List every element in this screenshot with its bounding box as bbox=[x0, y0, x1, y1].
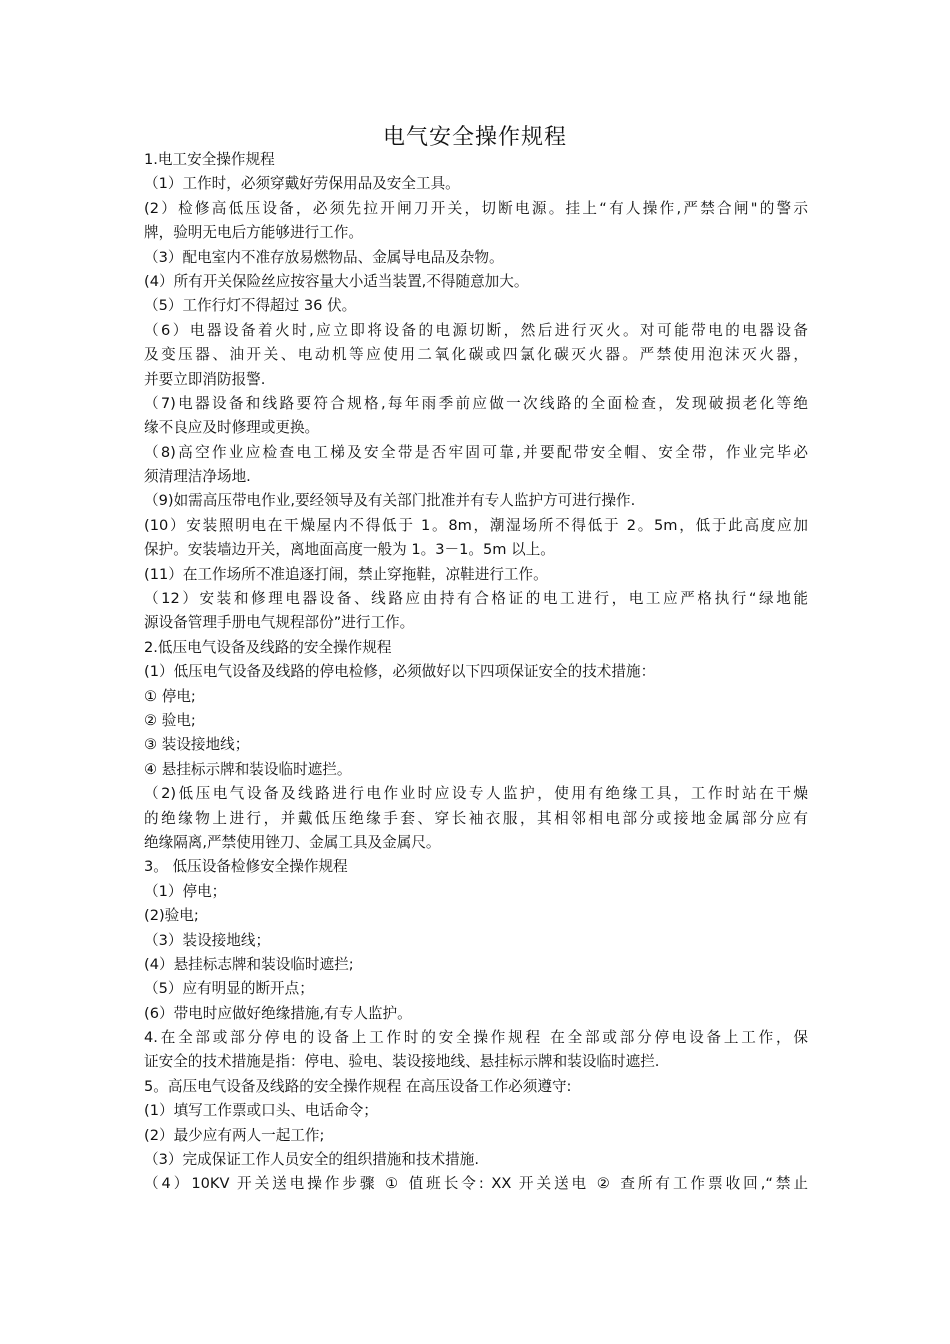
text-line: （12）安装和修理电器设备、线路应由持有合格证的电工进行，电工应严格执行“绿地能 bbox=[144, 590, 808, 608]
text-line: ④ 悬挂标示牌和装设临时遮拦。 bbox=[144, 760, 352, 778]
text-line: (10）安装照明电在干燥屋内不得低于 1。8m，潮湿场所不得低于 2。5m，低于此高度应加 bbox=[144, 516, 808, 534]
text-line: 缘不良应及时修理或更换。 bbox=[144, 419, 320, 437]
text-line: 2.低压电气设备及线路的安全操作规程 bbox=[144, 638, 392, 656]
text-line: 源设备管理手册电气规程部份”进行工作。 bbox=[144, 614, 415, 632]
text-line: （2)低压电气设备及线路进行电作业时应设专人监护，使用有绝缘工具，工作时站在干燥 bbox=[144, 785, 808, 803]
text-line: (6）带电时应做好绝缘措施,有专人监护。 bbox=[144, 1004, 412, 1022]
text-line: (1）填写工作票或口头、电话命令； bbox=[144, 1102, 378, 1120]
document-body bbox=[144, 148, 808, 1197]
text-line: （4）10KV 开关送电操作步骤 ① 值班长令: XX 开关送电 ② 查所有工作票收回,“禁止 bbox=[144, 1175, 808, 1193]
text-line: ② 验电; bbox=[144, 711, 196, 729]
text-line: 保护。安装墙边开关，离地面高度一般为 1。3－1。5m 以上。 bbox=[144, 541, 555, 559]
text-line: (2）最少应有两人一起工作; bbox=[144, 1126, 325, 1144]
text-line: （8)高空作业应检查电工梯及安全带是否牢固可靠,并要配带安全帽、安全带，作业完毕必 bbox=[144, 443, 808, 461]
text-line: 4.在全部或部分停电的设备上工作时的安全操作规程 在全部或部分停电设备上工作，保 bbox=[144, 1029, 808, 1047]
text-line: ① 停电; bbox=[144, 687, 196, 705]
text-line: 的绝缘物上进行，并戴低压绝缘手套、穿长袖衣服，其相邻相电部分或接地金属部分应有 bbox=[144, 809, 808, 827]
text-line: 证安全的技术措施是指：停电、验电、装设接地线、悬挂标示牌和装设临时遮拦. bbox=[144, 1053, 660, 1071]
text-line: （6）电器设备着火时,应立即将设备的电源切断，然后进行灭火。对可能带电的电器设备 bbox=[144, 321, 808, 339]
text-line: 须清理洁净场地. bbox=[144, 468, 251, 486]
text-line: 及变压器、油开关、电动机等应使用二氧化碳或四氯化碳灭火器。严禁使用泡沫灭火器， bbox=[144, 346, 808, 364]
text-line: 1.电工安全操作规程 bbox=[144, 151, 275, 168]
text-line: 5。高压电气设备及线路的安全操作规程 在高压设备工作必须遵守: bbox=[144, 1077, 572, 1095]
text-line: 3。 低压设备检修安全操作规程 bbox=[144, 858, 348, 876]
text-line: （1）停电； bbox=[144, 882, 227, 900]
text-line: （3）配电室内不准存放易燃物品、金属导电品及杂物。 bbox=[144, 248, 504, 266]
text-line: （7)电器设备和线路要符合规格,每年雨季前应做一次线路的全面检查，发现破损老化等绝 bbox=[144, 394, 808, 412]
text-line: (2）检修高低压设备，必须先拉开闸刀开关，切断电源。挂上“有人操作,严禁合闸"的警示 bbox=[144, 199, 808, 217]
text-line: 牌，验明无电后方能够进行工作。 bbox=[144, 224, 363, 242]
document-title: 电气安全操作规程 bbox=[382, 125, 567, 150]
text-line: 并要立即消防报警. bbox=[144, 370, 266, 388]
text-line: 绝缘隔离,严禁使用锉刀、金属工具及金属尺。 bbox=[144, 833, 441, 851]
text-line: (4）所有开关保险丝应按容量大小适当装置,不得随意加大。 bbox=[144, 272, 529, 290]
text-line: (4）悬挂标志牌和装设临时遮拦; bbox=[144, 955, 354, 973]
text-line: （1）工作时，必须穿戴好劳保用品及安全工具。 bbox=[144, 175, 460, 193]
text-line: （5）工作行灯不得超过 36 伏。 bbox=[144, 297, 357, 315]
text-line: (2)验电; bbox=[144, 907, 199, 925]
text-line: (11）在工作场所不准追逐打闹，禁止穿拖鞋，凉鞋进行工作。 bbox=[144, 565, 548, 583]
text-line: （3）装设接地线； bbox=[144, 931, 271, 949]
text-line: ③ 装设接地线； bbox=[144, 736, 250, 754]
text-line: （5）应有明显的断开点； bbox=[144, 980, 314, 998]
text-line: (1）低压电气设备及线路的停电检修，必须做好以下四项保证安全的技术措施： bbox=[144, 663, 656, 681]
text-line: （9)如需高压带电作业,要经领导及有关部门批准并有专人监护方可进行操作. bbox=[144, 492, 636, 510]
text-line: （3）完成保证工作人员安全的组织措施和技术措施. bbox=[144, 1151, 479, 1169]
